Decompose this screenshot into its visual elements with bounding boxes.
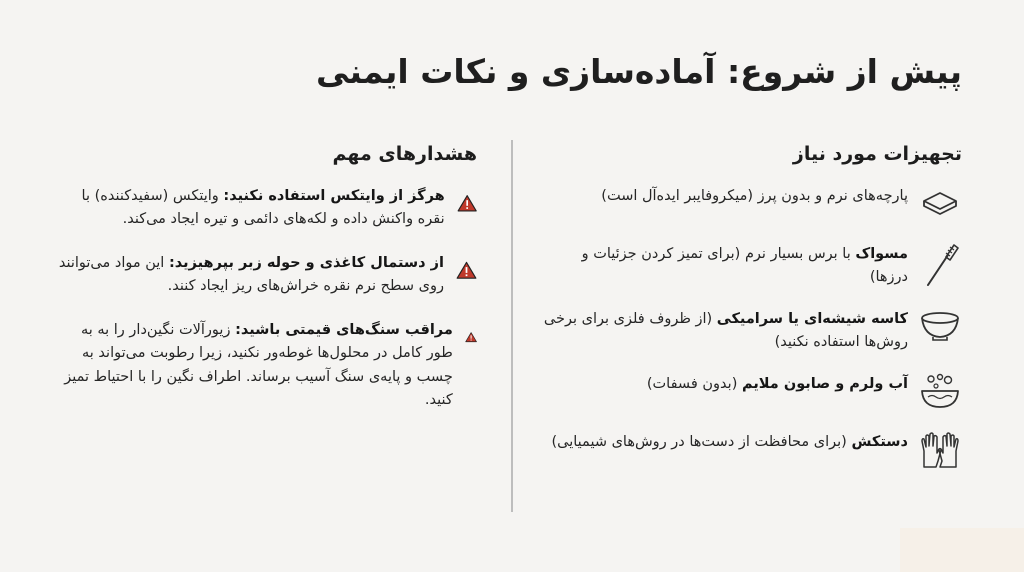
equipment-item-text: (بدون فسفات) — [646, 375, 742, 392]
equipment-item — [542, 243, 962, 290]
warning-item — [55, 185, 477, 232]
equipment-item-text: (برای محافظت از دست‌ها در روش‌های شیمیایی) — [551, 433, 852, 450]
soap-basin-icon — [918, 373, 962, 413]
page-title: پیش از شروع: آماده‌سازی و نکات ایمنی — [316, 52, 962, 91]
warning-item-bold: هرگز از وایتکس استفاده نکنید: — [223, 187, 445, 204]
warning-icon — [456, 254, 477, 286]
bowl-icon — [918, 308, 962, 348]
equipment-item-text: پارچه‌های نرم و بدون پرز (میکروفایبر ایده‌آل است) — [601, 187, 908, 204]
equipment-item-text: (از ظروف فلزی برای برخی روش‌ها استفاده نکنید) — [543, 310, 908, 351]
equipment-item — [542, 308, 962, 355]
toothbrush-icon — [918, 243, 962, 283]
corner-accent — [900, 528, 1024, 572]
warning-item-bold: مراقب سنگ‌های قیمتی باشید: — [235, 321, 453, 338]
equipment-item — [542, 431, 962, 471]
warning-item — [55, 319, 477, 413]
equipment-item-text: با برس بسیار نرم (برای تمیز کردن جزئیات و درزها) — [581, 245, 908, 286]
warning-icon — [465, 321, 477, 353]
warning-item-bold: از دستمال کاغذی و حوله زبر بپرهیزید: — [168, 254, 444, 271]
cloth-icon — [918, 185, 962, 225]
equipment-item — [542, 185, 962, 225]
equipment-item-bold: کاسه شیشه‌ای یا سرامیکی — [716, 310, 908, 327]
warning-item — [55, 252, 477, 299]
equipment-item-bold: آب ولرم و صابون ملایم — [741, 375, 908, 392]
warning-item-text: وایتکس (سفیدکننده) با نقره واکنش داده و لکه‌های دائمی و تیره ایجاد می‌کند. — [81, 187, 445, 228]
warning-icon — [457, 187, 477, 219]
equipment-item-bold: دستکش — [851, 433, 908, 450]
warnings-column — [55, 142, 477, 433]
gloves-icon — [918, 431, 962, 471]
column-divider — [511, 140, 513, 512]
equipment-item-bold: مسواک — [855, 245, 908, 262]
equipment-item — [542, 373, 962, 413]
warning-item-text: زیورآلات نگین‌دار را به به طور کامل در محلول‌ها غوطه‌ور نکنید، زیرا رطوبت می‌تواند به چسب و پایه‌ی سنگ آسیب برساند. اطراف نگین را با احتیاط تمیز کنید. — [64, 321, 453, 409]
warning-item-text: این مواد می‌توانند روی سطح نرم نقره خراش‌های ریز ایجاد کنند. — [58, 254, 444, 295]
equipment-heading: تجهیزات مورد نیاز — [792, 143, 962, 165]
equipment-column — [542, 142, 962, 489]
warnings-heading: هشدارهای مهم — [332, 143, 477, 165]
